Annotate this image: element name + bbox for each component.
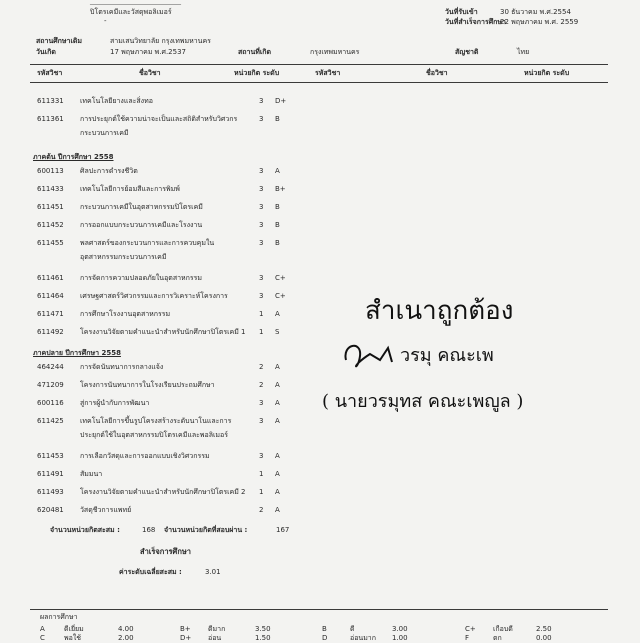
course-code: 611455 — [37, 239, 64, 247]
course-code: 611464 — [37, 292, 64, 300]
course-name: เทคโนโลยีการขึ้นรูปโครงสร้างระดับนาโนและการ — [80, 417, 232, 425]
passed-credits-label: จำนวนหน่วยกิตที่สอบผ่าน : — [164, 526, 248, 534]
course-grade: B — [275, 221, 280, 229]
course-credit: 3 — [259, 203, 264, 211]
header-bottom-rule — [30, 82, 608, 83]
course-credit: 2 — [259, 363, 264, 371]
course-credit: 3 — [259, 97, 264, 105]
course-code: 611425 — [37, 417, 64, 425]
header-code-2: รหัสวิชา — [315, 69, 341, 77]
course-grade: A — [275, 506, 280, 514]
course-grade: B+ — [275, 185, 286, 193]
course-name: ศิลปะการดำรงชีวิต — [80, 167, 138, 175]
header-credit-grade: หน่วยกิต ระดับ — [234, 69, 280, 77]
graduation-status: สำเร็จการศึกษา — [140, 547, 192, 556]
course-name: พลศาสตร์ของกระบวนการและการควบคุมใน — [80, 239, 215, 247]
legend-top-rule — [30, 609, 608, 610]
legend-desc: เกือบดี — [493, 625, 513, 633]
course-name: เทคโนโลยีการย้อมสีและการพิมพ์ — [80, 185, 180, 193]
header-name-2: ชื่อวิชา — [426, 69, 448, 77]
total-credits-label: จำนวนหน่วยกิตสะสม : — [50, 526, 120, 534]
course-code: 611491 — [37, 470, 64, 478]
legend-desc: ดี — [350, 625, 355, 633]
course-credit: 1 — [259, 328, 264, 336]
prev-school-value: สามเสนวิทยาลัย กรุงเทพมหานคร — [110, 37, 211, 45]
top-cut-text: __________________________ — [90, 0, 181, 5]
course-credit: 2 — [259, 506, 264, 514]
course-credit: 3 — [259, 221, 264, 229]
course-grade: A — [275, 470, 280, 478]
legend-value: 2.00 — [118, 634, 134, 642]
course-name: การประยุกต์ใช้ความน่าจะเป็นและสถิติสำหรับวิศวกร — [80, 115, 238, 123]
legend-key: B+ — [180, 625, 191, 633]
course-name: การออกแบบกระบวนการเคมีและโรงงาน — [80, 221, 203, 229]
course-name: เทคโนโลยียางและสิ่งทอ — [80, 97, 153, 105]
certifier-name: ( นายวรมุทส คณะเพญูล ) — [322, 391, 524, 412]
course-code: 611361 — [37, 115, 64, 123]
legend-value: 3.00 — [392, 625, 408, 633]
course-name: เศรษฐศาสตร์วิศวกรรมและการวิเคราะห์โครงการ — [80, 292, 228, 300]
course-credit: 1 — [259, 310, 264, 318]
course-credit: 2 — [259, 381, 264, 389]
birthplace-label: สถานที่เกิด — [238, 48, 272, 56]
course-code: 611452 — [37, 221, 64, 229]
semester-2-title: ภาคปลาย ปีการศึกษา 2558 — [33, 349, 121, 357]
program-dash: - — [104, 17, 107, 25]
course-name: สู่การผู้นำกับการพัฒนา — [80, 399, 150, 407]
course-code: 464244 — [37, 363, 64, 371]
course-grade: A — [275, 452, 280, 460]
legend-desc: ดีเยี่ยม — [64, 625, 84, 633]
course-credit: 3 — [259, 185, 264, 193]
birthplace-value: กรุงเทพมหานคร — [310, 48, 360, 56]
course-credit: 1 — [259, 488, 264, 496]
course-credit: 1 — [259, 470, 264, 478]
course-credit: 3 — [259, 399, 264, 407]
course-code: 471209 — [37, 381, 64, 389]
grad-label: วันที่สำเร็จการศึกษา — [445, 18, 506, 26]
course-name: โครงการนันทนาการในโรงเรียนประถมศึกษา — [80, 381, 215, 389]
course-credit: 3 — [259, 452, 264, 460]
course-credit: 3 — [259, 292, 264, 300]
legend-desc: พอใช้ — [64, 634, 81, 642]
course-credit: 3 — [259, 417, 264, 425]
header-code: รหัสวิชา — [37, 69, 63, 77]
legend-key: B — [322, 625, 327, 633]
legend-key: C — [40, 634, 45, 642]
course-code: 611461 — [37, 274, 64, 282]
legend-key: F — [465, 634, 470, 642]
course-name-line2: อุตสาหกรรมกระบวนการเคมี — [80, 253, 167, 261]
legend-key: D+ — [180, 634, 192, 642]
course-name-line2: กระบวนการเคมี — [80, 129, 129, 137]
legend-value: 2.50 — [536, 625, 552, 633]
course-name: การจัดนันทนาการกลางแจ้ง — [80, 363, 164, 371]
course-code: 611453 — [37, 452, 64, 460]
legend-value: 3.50 — [255, 625, 271, 633]
nationality-value: ไทย — [517, 48, 530, 56]
course-grade: B — [275, 239, 280, 247]
course-grade: A — [275, 363, 280, 371]
course-name: การเลือกวัสดุและการออกแบบเชิงวิศวกรรม — [80, 452, 210, 460]
course-code: 611451 — [37, 203, 64, 211]
course-grade: C+ — [275, 274, 286, 282]
course-name: โครงงานวิจัยตามคำแนะนำสำหรับนักศึกษาปิโตรเคมี 1 — [80, 328, 246, 336]
birthdate-value: 17 พฤษภาคม พ.ศ.2537 — [110, 48, 186, 56]
legend-key: C+ — [465, 625, 476, 633]
header-credit-grade-2: หน่วยกิต ระดับ — [524, 69, 570, 77]
course-grade: D+ — [275, 97, 287, 105]
course-grade: C+ — [275, 292, 286, 300]
course-name: สัมมนา — [80, 470, 103, 478]
grad-value: 22 พฤษภาคม พ.ศ. 2559 — [500, 18, 579, 26]
legend-key: A — [40, 625, 45, 633]
birthdate-label: วันเกิด — [36, 48, 56, 56]
signature-stroke — [345, 346, 392, 367]
legend-key: D — [322, 634, 328, 642]
program-partial: ปิโตรเคมีและวัสดุพอลิเมอร์ — [90, 8, 172, 16]
gpa-label: ค่าระดับเฉลี่ยสะสม : — [119, 568, 182, 576]
passed-credits-value: 167 — [276, 526, 290, 534]
course-credit: 3 — [259, 115, 264, 123]
course-grade: B — [275, 115, 280, 123]
course-credit: 3 — [259, 167, 264, 175]
legend-value: 1.50 — [255, 634, 271, 642]
gpa-value: 3.01 — [205, 568, 221, 576]
total-credits-value: 168 — [142, 526, 156, 534]
header-top-rule — [30, 64, 608, 65]
certify-text: สำเนาถูกต้อง — [365, 296, 514, 326]
legend-value: 0.00 — [536, 634, 552, 642]
admit-value: 30 ธันวาคม พ.ศ.2554 — [500, 8, 571, 16]
course-code: 611331 — [37, 97, 64, 105]
course-name: กระบวนการเคมีในอุตสาหกรรมปิโตรเคมี — [80, 203, 203, 211]
course-credit: 3 — [259, 274, 264, 282]
course-name: การจัดการความปลอดภัยในอุตสาหกรรม — [80, 274, 203, 282]
course-code: 600116 — [37, 399, 64, 407]
prev-school-label: สถานศึกษาเดิม — [36, 37, 83, 45]
semester-1-title: ภาคต้น ปีการศึกษา 2558 — [33, 153, 114, 161]
legend-desc: อ่อน — [208, 634, 222, 642]
course-credit: 3 — [259, 239, 264, 247]
legend-value: 4.00 — [118, 625, 134, 633]
course-code: 620481 — [37, 506, 64, 514]
course-grade: B — [275, 203, 280, 211]
course-name: การศึกษาโรงงานอุตสาหกรรม — [80, 310, 171, 318]
course-grade: A — [275, 488, 280, 496]
course-name: โครงงานวิจัยตามคำแนะนำสำหรับนักศึกษาปิโตรเคมี 2 — [80, 488, 246, 496]
course-name: วัสดุชีวการแพทย์ — [80, 506, 132, 514]
course-grade: A — [275, 381, 280, 389]
legend-desc: ตก — [493, 634, 502, 642]
course-name-line2: ประยุกต์ใช้ในอุตสาหกรรมปิโตรเคมีและพอลิเมอร์ — [80, 431, 228, 439]
legend-desc: อ่อนมาก — [350, 634, 376, 642]
admit-label: วันที่รับเข้า — [445, 8, 478, 16]
course-code: 611471 — [37, 310, 64, 318]
legend-desc: ดีมาก — [208, 625, 226, 633]
course-code: 611493 — [37, 488, 64, 496]
legend-title: ผลการศึกษา — [40, 613, 78, 621]
course-grade: A — [275, 417, 280, 425]
course-grade: A — [275, 310, 280, 318]
legend-value: 1.00 — [392, 634, 408, 642]
course-grade: S — [275, 328, 280, 336]
course-grade: A — [275, 167, 280, 175]
course-code: 611433 — [37, 185, 64, 193]
course-grade: A — [275, 399, 280, 407]
course-code: 600113 — [37, 167, 64, 175]
signature-text: วรมุ คณะเพ — [400, 345, 494, 366]
nationality-label: สัญชาติ — [455, 48, 479, 56]
header-name: ชื่อวิชา — [139, 69, 161, 77]
course-code: 611492 — [37, 328, 64, 336]
